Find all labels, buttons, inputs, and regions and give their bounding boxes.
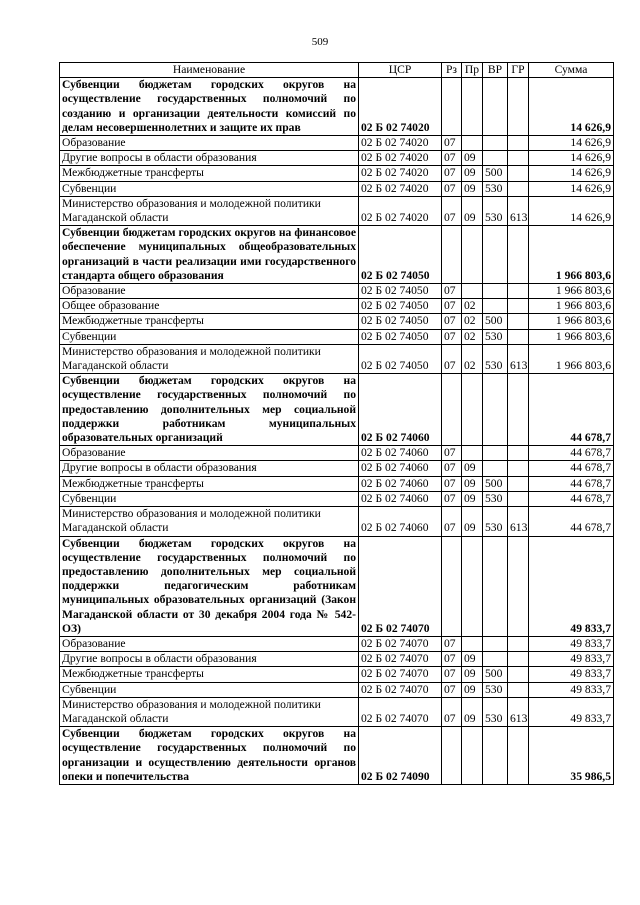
cell-rz: 07 bbox=[442, 446, 462, 461]
cell-rz: 07 bbox=[442, 151, 462, 166]
cell-sum: 49 833,7 bbox=[529, 636, 614, 651]
table-row-group bbox=[60, 727, 614, 785]
cell-name: Субвенции bbox=[60, 491, 359, 506]
cell-vr: 530 bbox=[483, 697, 508, 726]
cell-name: Образование bbox=[60, 284, 359, 299]
table-row bbox=[60, 446, 614, 461]
cell-name: Министерство образования и молодежной политики Магаданской области bbox=[60, 196, 359, 225]
cell-name: Образование bbox=[60, 636, 359, 651]
cell-rz: 07 bbox=[442, 314, 462, 329]
cell-csr: 02 Б 02 74060 bbox=[359, 461, 442, 476]
table-row bbox=[60, 461, 614, 476]
cell-vr bbox=[483, 299, 508, 314]
cell-sum: 44 678,7 bbox=[529, 507, 614, 536]
cell-vr: 530 bbox=[483, 344, 508, 373]
table-row bbox=[60, 314, 614, 329]
table-row bbox=[60, 136, 614, 151]
cell-csr: 02 Б 02 74060 bbox=[359, 476, 442, 491]
cell-rz: 07 bbox=[442, 299, 462, 314]
cell-pr: 09 bbox=[462, 667, 483, 682]
cell-sum: 14 626,9 bbox=[529, 181, 614, 196]
cell-name: Субвенции bbox=[60, 181, 359, 196]
cell-gr bbox=[508, 299, 529, 314]
cell-pr: 09 bbox=[462, 652, 483, 667]
table-row-group bbox=[60, 536, 614, 636]
cell-pr: 02 bbox=[462, 314, 483, 329]
cell-name: Субвенции бюджетам городских округов на финансовое обеспечение муниципальных общеобразовательных организаций в части реализации ими государственного стандарта общего образования bbox=[60, 226, 359, 284]
cell-rz: 07 bbox=[442, 329, 462, 344]
cell-csr: 02 Б 02 74070 bbox=[359, 667, 442, 682]
cell-pr: 09 bbox=[462, 682, 483, 697]
cell-gr bbox=[508, 329, 529, 344]
cell-vr: 530 bbox=[483, 507, 508, 536]
table-row bbox=[60, 344, 614, 373]
cell-vr bbox=[483, 78, 508, 136]
cell-csr: 02 Б 02 74020 bbox=[359, 78, 442, 136]
cell-vr bbox=[483, 652, 508, 667]
cell-pr bbox=[462, 136, 483, 151]
cell-csr: 02 Б 02 74090 bbox=[359, 727, 442, 785]
cell-name: Межбюджетные трансферты bbox=[60, 476, 359, 491]
cell-vr: 500 bbox=[483, 476, 508, 491]
cell-rz: 07 bbox=[442, 166, 462, 181]
cell-sum: 44 678,7 bbox=[529, 374, 614, 446]
cell-gr bbox=[508, 461, 529, 476]
cell-vr bbox=[483, 727, 508, 785]
cell-vr: 530 bbox=[483, 181, 508, 196]
table-row bbox=[60, 329, 614, 344]
cell-csr: 02 Б 02 74060 bbox=[359, 446, 442, 461]
header-vr: ВР bbox=[483, 63, 508, 78]
cell-vr: 530 bbox=[483, 196, 508, 225]
cell-pr bbox=[462, 78, 483, 136]
cell-pr: 09 bbox=[462, 476, 483, 491]
cell-gr bbox=[508, 446, 529, 461]
cell-vr bbox=[483, 446, 508, 461]
cell-gr bbox=[508, 636, 529, 651]
cell-csr: 02 Б 02 74060 bbox=[359, 491, 442, 506]
cell-csr: 02 Б 02 74020 bbox=[359, 136, 442, 151]
cell-name: Межбюджетные трансферты bbox=[60, 314, 359, 329]
cell-rz: 07 bbox=[442, 636, 462, 651]
cell-name: Министерство образования и молодежной политики Магаданской области bbox=[60, 697, 359, 726]
cell-csr: 02 Б 02 74070 bbox=[359, 682, 442, 697]
table-row bbox=[60, 697, 614, 726]
cell-vr bbox=[483, 151, 508, 166]
cell-rz: 07 bbox=[442, 284, 462, 299]
cell-pr bbox=[462, 727, 483, 785]
cell-rz: 07 bbox=[442, 697, 462, 726]
table-row bbox=[60, 636, 614, 651]
cell-gr bbox=[508, 374, 529, 446]
header-rz: Рз bbox=[442, 63, 462, 78]
cell-vr bbox=[483, 226, 508, 284]
cell-pr: 02 bbox=[462, 299, 483, 314]
cell-csr: 02 Б 02 74060 bbox=[359, 507, 442, 536]
cell-name: Другие вопросы в области образования bbox=[60, 151, 359, 166]
cell-pr: 02 bbox=[462, 344, 483, 373]
header-sum: Сумма bbox=[529, 63, 614, 78]
cell-csr: 02 Б 02 74050 bbox=[359, 284, 442, 299]
cell-vr bbox=[483, 536, 508, 636]
header-gr: ГР bbox=[508, 63, 529, 78]
cell-vr: 530 bbox=[483, 682, 508, 697]
cell-vr: 530 bbox=[483, 491, 508, 506]
table-row bbox=[60, 181, 614, 196]
cell-rz bbox=[442, 536, 462, 636]
cell-vr bbox=[483, 136, 508, 151]
cell-pr bbox=[462, 536, 483, 636]
cell-pr: 09 bbox=[462, 166, 483, 181]
cell-csr: 02 Б 02 74070 bbox=[359, 536, 442, 636]
table-row bbox=[60, 151, 614, 166]
table-row bbox=[60, 476, 614, 491]
cell-rz: 07 bbox=[442, 181, 462, 196]
cell-pr: 09 bbox=[462, 697, 483, 726]
cell-gr: 613 bbox=[508, 507, 529, 536]
header-pr: Пр bbox=[462, 63, 483, 78]
cell-name: Другие вопросы в области образования bbox=[60, 652, 359, 667]
cell-vr bbox=[483, 374, 508, 446]
cell-pr bbox=[462, 636, 483, 651]
cell-gr: 613 bbox=[508, 344, 529, 373]
cell-gr: 613 bbox=[508, 697, 529, 726]
cell-csr: 02 Б 02 74070 bbox=[359, 652, 442, 667]
cell-vr bbox=[483, 461, 508, 476]
cell-rz: 07 bbox=[442, 136, 462, 151]
cell-name: Общее образование bbox=[60, 299, 359, 314]
header-csr: ЦСР bbox=[359, 63, 442, 78]
cell-rz: 07 bbox=[442, 667, 462, 682]
cell-sum: 14 626,9 bbox=[529, 166, 614, 181]
cell-sum: 49 833,7 bbox=[529, 697, 614, 726]
cell-csr: 02 Б 02 74060 bbox=[359, 374, 442, 446]
cell-gr bbox=[508, 78, 529, 136]
cell-name: Субвенции bbox=[60, 682, 359, 697]
cell-name: Межбюджетные трансферты bbox=[60, 667, 359, 682]
table-row bbox=[60, 507, 614, 536]
page-number: 509 bbox=[311, 36, 329, 48]
cell-name: Субвенции бюджетам городских округов на осуществление государственных полномочий по организации и осуществлению деятельности органов опеки и попечительства bbox=[60, 727, 359, 785]
cell-vr bbox=[483, 284, 508, 299]
cell-rz: 07 bbox=[442, 682, 462, 697]
cell-sum: 14 626,9 bbox=[529, 136, 614, 151]
cell-gr bbox=[508, 151, 529, 166]
cell-rz bbox=[442, 226, 462, 284]
cell-sum: 35 986,5 bbox=[529, 727, 614, 785]
cell-sum: 1 966 803,6 bbox=[529, 314, 614, 329]
cell-vr: 500 bbox=[483, 166, 508, 181]
cell-gr bbox=[508, 476, 529, 491]
cell-sum: 44 678,7 bbox=[529, 461, 614, 476]
cell-rz: 07 bbox=[442, 491, 462, 506]
cell-vr bbox=[483, 636, 508, 651]
table-row bbox=[60, 196, 614, 225]
cell-vr: 500 bbox=[483, 667, 508, 682]
cell-csr: 02 Б 02 74020 bbox=[359, 151, 442, 166]
cell-rz bbox=[442, 78, 462, 136]
cell-sum: 44 678,7 bbox=[529, 491, 614, 506]
cell-sum: 14 626,9 bbox=[529, 151, 614, 166]
cell-gr bbox=[508, 284, 529, 299]
cell-name: Образование bbox=[60, 446, 359, 461]
cell-pr bbox=[462, 226, 483, 284]
cell-sum: 44 678,7 bbox=[529, 476, 614, 491]
cell-csr: 02 Б 02 74020 bbox=[359, 181, 442, 196]
table-row bbox=[60, 682, 614, 697]
cell-csr: 02 Б 02 74070 bbox=[359, 697, 442, 726]
cell-sum: 1 966 803,6 bbox=[529, 284, 614, 299]
header-name: Наименование bbox=[60, 63, 359, 78]
budget-table bbox=[59, 62, 614, 785]
cell-csr: 02 Б 02 74070 bbox=[359, 636, 442, 651]
cell-name: Субвенции бюджетам городских округов на осуществление государственных полномочий по предоставлению дополнительных мер социальной поддержки педагогическим работникам муниципальных образовательных организаций (Закон Магаданской области от 30 декабря 2004 года № 542-ОЗ) bbox=[60, 536, 359, 636]
cell-name: Образование bbox=[60, 136, 359, 151]
table-header-row bbox=[60, 63, 614, 78]
cell-pr: 09 bbox=[462, 151, 483, 166]
cell-sum: 1 966 803,6 bbox=[529, 226, 614, 284]
cell-pr: 09 bbox=[462, 461, 483, 476]
cell-vr: 530 bbox=[483, 329, 508, 344]
cell-gr bbox=[508, 491, 529, 506]
cell-rz bbox=[442, 374, 462, 446]
table-row bbox=[60, 299, 614, 314]
cell-sum: 49 833,7 bbox=[529, 536, 614, 636]
table-row bbox=[60, 491, 614, 506]
cell-name: Субвенции bbox=[60, 329, 359, 344]
cell-pr: 02 bbox=[462, 329, 483, 344]
cell-sum: 14 626,9 bbox=[529, 196, 614, 225]
table-row-group bbox=[60, 78, 614, 136]
cell-sum: 1 966 803,6 bbox=[529, 329, 614, 344]
cell-gr bbox=[508, 166, 529, 181]
table-row-group bbox=[60, 226, 614, 284]
cell-gr bbox=[508, 536, 529, 636]
cell-csr: 02 Б 02 74050 bbox=[359, 329, 442, 344]
cell-gr bbox=[508, 652, 529, 667]
cell-pr bbox=[462, 446, 483, 461]
cell-name: Другие вопросы в области образования bbox=[60, 461, 359, 476]
cell-csr: 02 Б 02 74020 bbox=[359, 196, 442, 225]
cell-gr bbox=[508, 226, 529, 284]
cell-sum: 14 626,9 bbox=[529, 78, 614, 136]
cell-sum: 44 678,7 bbox=[529, 446, 614, 461]
cell-name: Министерство образования и молодежной политики Магаданской области bbox=[60, 344, 359, 373]
cell-rz: 07 bbox=[442, 196, 462, 225]
cell-name: Субвенции бюджетам городских округов на осуществление государственных полномочий по предоставлению дополнительных мер социальной поддержки работникам муниципальных образовательных организаций bbox=[60, 374, 359, 446]
cell-name: Межбюджетные трансферты bbox=[60, 166, 359, 181]
cell-rz: 07 bbox=[442, 476, 462, 491]
cell-sum: 49 833,7 bbox=[529, 652, 614, 667]
cell-name: Субвенции бюджетам городских округов на осуществление государственных полномочий по созданию и организации деятельности комиссий по делам несовершеннолетних и защите их прав bbox=[60, 78, 359, 136]
cell-gr bbox=[508, 181, 529, 196]
cell-csr: 02 Б 02 74050 bbox=[359, 314, 442, 329]
cell-pr: 09 bbox=[462, 491, 483, 506]
table-row bbox=[60, 652, 614, 667]
cell-rz bbox=[442, 727, 462, 785]
cell-pr bbox=[462, 284, 483, 299]
cell-sum: 1 966 803,6 bbox=[529, 299, 614, 314]
cell-csr: 02 Б 02 74050 bbox=[359, 344, 442, 373]
cell-csr: 02 Б 02 74050 bbox=[359, 226, 442, 284]
cell-rz: 07 bbox=[442, 344, 462, 373]
cell-rz: 07 bbox=[442, 507, 462, 536]
table-row-group bbox=[60, 374, 614, 446]
cell-sum: 49 833,7 bbox=[529, 682, 614, 697]
cell-name: Министерство образования и молодежной политики Магаданской области bbox=[60, 507, 359, 536]
cell-gr bbox=[508, 727, 529, 785]
table-row bbox=[60, 166, 614, 181]
table-body bbox=[60, 78, 614, 785]
cell-gr: 613 bbox=[508, 196, 529, 225]
table-row bbox=[60, 667, 614, 682]
cell-gr bbox=[508, 314, 529, 329]
cell-gr bbox=[508, 136, 529, 151]
cell-pr: 09 bbox=[462, 507, 483, 536]
cell-pr: 09 bbox=[462, 181, 483, 196]
cell-csr: 02 Б 02 74050 bbox=[359, 299, 442, 314]
cell-pr: 09 bbox=[462, 196, 483, 225]
cell-rz: 07 bbox=[442, 652, 462, 667]
cell-csr: 02 Б 02 74020 bbox=[359, 166, 442, 181]
cell-rz: 07 bbox=[442, 461, 462, 476]
cell-pr bbox=[462, 374, 483, 446]
cell-sum: 1 966 803,6 bbox=[529, 344, 614, 373]
cell-vr: 500 bbox=[483, 314, 508, 329]
table-row bbox=[60, 284, 614, 299]
cell-sum: 49 833,7 bbox=[529, 667, 614, 682]
cell-gr bbox=[508, 667, 529, 682]
cell-gr bbox=[508, 682, 529, 697]
